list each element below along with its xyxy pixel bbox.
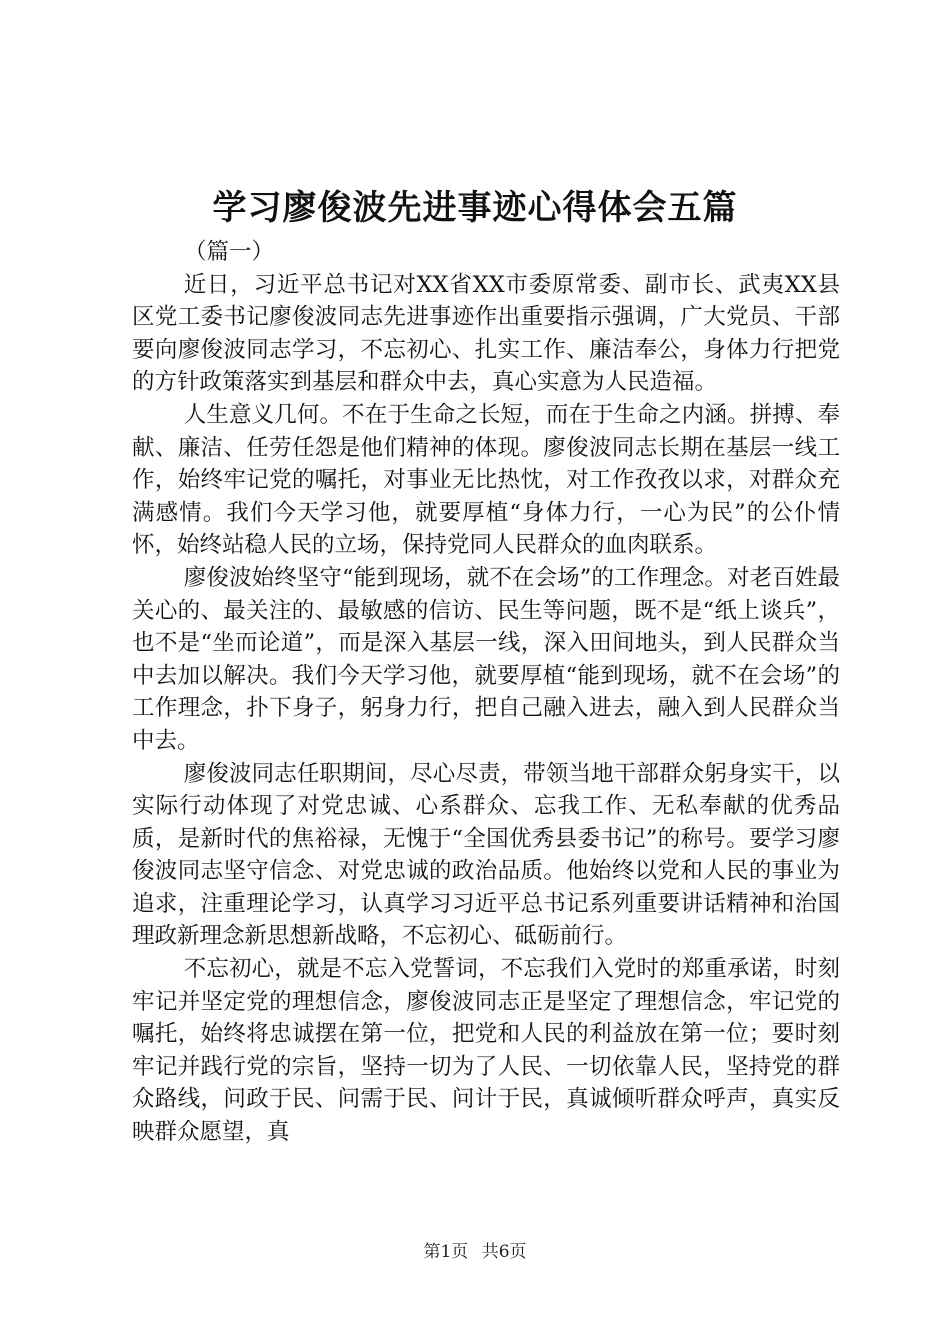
document-title: 学习廖俊波先进事迹心得体会五篇: [212, 188, 738, 228]
paragraph-4: 廖俊波同志任职期间，尽心尽责，带领当地干部群众躬身实干，以实际行动体现了对党忠诚、心系群众、忘我工作、无私奉献的优秀品质，是新时代的焦裕禄，无愧于“全国优秀县委书记”的称号。要学习廖俊波同志坚守信念、对党忠诚的政治品质。他始终以党和人民的事业为追求，注重理论学习，认真学习习近平总书记系列重要讲话精神和治国理政新理念新思想新战略，不忘初心、砥砺前行。: [132, 760, 840, 950]
page-number: 第1页: [423, 1242, 469, 1262]
page-footer: [0, 1240, 950, 1264]
paragraph-3: 廖俊波始终坚守“能到现场，就不在会场”的工作理念。对老百姓最关心的、最关注的、最敏感的信访、民生等问题，既不是“纸上谈兵”，也不是“坐而论道”，而是深入基层一线，深入田间地头，到人民群众当中去加以解决。我们今天学习他，就要厚植“能到现场，就不在会场”的工作理念，扑下身子，躬身力行，把自己融入进去，融入到人民群众当中去。: [132, 564, 840, 754]
section-label: （篇一）: [184, 239, 275, 265]
page-total: 共6页: [481, 1242, 527, 1262]
document-body: [132, 236, 840, 1149]
paragraph-2: 人生意义几何。不在于生命之长短，而在于生命之内涵。拼搏、奉献、廉洁、任劳任怨是他们精神的体现。廖俊波同志长期在基层一线工作，始终牢记党的嘱托，对事业无比热忱，对工作孜孜以求，对群众充满感情。我们今天学习他，就要厚植“身体力行，一心为民”的公仆情怀，始终站稳人民的立场，保持党同人民群众的血肉联系。: [132, 401, 840, 559]
paragraph-1: 近日，习近平总书记对XX省XX市委原常委、副市长、武夷XX县区党工委书记廖俊波同志先进事迹作出重要指示强调，广大党员、干部要向廖俊波同志学习，不忘初心、扎实工作、廉洁奉公，身体力行把党的方针政策落实到基层和群众中去，真心实意为人民造福。: [132, 271, 840, 396]
paragraph-5: 不忘初心，就是不忘入党誓词，不忘我们入党时的郑重承诺，时刻牢记并坚定党的理想信念，廖俊波同志正是坚定了理想信念，牢记党的嘱托，始终将忠诚摆在第一位，把党和人民的利益放在第一位；要时刻牢记并践行党的宗旨，坚持一切为了人民、一切依靠人民，坚持党的群众路线，问政于民、问需于民、问计于民，真诚倾听群众呼声，真实反映群众愿望，真: [132, 956, 840, 1146]
